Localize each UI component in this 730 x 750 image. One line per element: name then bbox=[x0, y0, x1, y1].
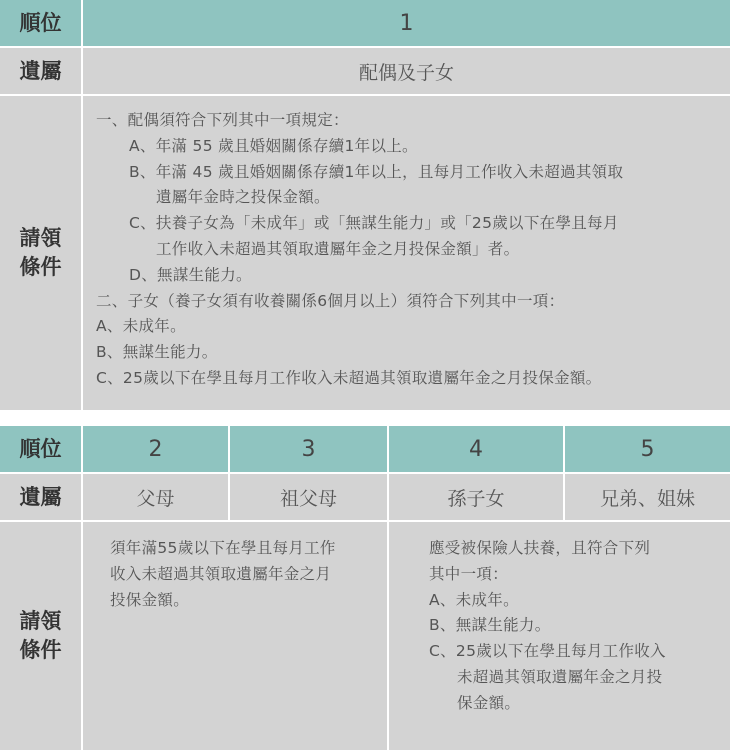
condition-line: 遺屬年金時之投保金額。 bbox=[156, 188, 330, 207]
rank-4: 4 bbox=[389, 426, 563, 472]
conditions-label-line2: 條件 bbox=[19, 255, 62, 279]
condition-line: C、扶養子女為「未成年」或「無謀生能力」或「25歲以下在學且每月 bbox=[129, 214, 619, 233]
rank-value: 1 bbox=[83, 0, 730, 46]
conditions-label-line1: 請領 bbox=[19, 226, 62, 250]
condition-line: D、無謀生能力。 bbox=[129, 265, 252, 284]
conditions-parents-grandparents bbox=[83, 522, 387, 750]
condition-line: A、年滿 55 歲且婚姻關係存續1年以上。 bbox=[129, 136, 418, 155]
condition-line: 收入未超過其領取遺屬年金之月 bbox=[110, 564, 332, 583]
condition-line: 應受被保險人扶養，且符合下列 bbox=[429, 539, 651, 557]
condition-line: 未超過其領取遺屬年金之月投 bbox=[457, 667, 663, 686]
condition-line: 保金額。 bbox=[457, 693, 521, 712]
rank-3: 3 bbox=[230, 426, 387, 472]
condition-line: 投保金額。 bbox=[110, 590, 190, 609]
condition-line: 二、子女（養子女須有收養關係6個月以上）須符合下列其中一項： bbox=[96, 291, 565, 310]
conditions-label bbox=[0, 522, 81, 750]
condition-line: C、25歲以下在學且每月工作收入未超過其領取遺屬年金之月投保金額。 bbox=[96, 368, 602, 387]
condition-line: 其中一項： bbox=[429, 564, 509, 583]
condition-line: 工作收入未超過其領取遺屬年金之月投保金額」者。 bbox=[156, 239, 520, 258]
conditions-text bbox=[83, 96, 730, 410]
conditions-label bbox=[0, 96, 81, 410]
condition-line: B、年滿 45 歲且婚姻關係存續1年以上，且每月工作收入未超過其領取 bbox=[129, 162, 624, 181]
condition-line: B、無謀生能力。 bbox=[429, 616, 551, 635]
condition-line: A、未成年。 bbox=[96, 317, 186, 336]
rank-label: 順位 bbox=[0, 426, 81, 472]
table-rank-2-5 bbox=[0, 426, 730, 750]
relation-grandparents: 祖父母 bbox=[230, 474, 387, 520]
relation-siblings: 兄弟、姐妹 bbox=[565, 474, 730, 520]
condition-line: A、未成年。 bbox=[429, 590, 519, 609]
conditions-grandchildren-siblings bbox=[389, 522, 730, 750]
relation-grandchildren: 孫子女 bbox=[389, 474, 563, 520]
conditions-label-line2: 條件 bbox=[19, 638, 62, 662]
relation-parents: 父母 bbox=[83, 474, 228, 520]
relation-value: 配偶及子女 bbox=[83, 48, 730, 94]
condition-line: C、25歲以下在學且每月工作收入 bbox=[429, 642, 666, 661]
rank-2: 2 bbox=[83, 426, 228, 472]
relation-label: 遺屬 bbox=[0, 48, 81, 94]
condition-line: 須年滿55歲以下在學且每月工作 bbox=[110, 539, 336, 557]
relation-label: 遺屬 bbox=[0, 474, 81, 520]
condition-line: 一、配偶須符合下列其中一項規定： bbox=[96, 111, 349, 129]
conditions-label-line1: 請領 bbox=[19, 609, 62, 633]
condition-line: B、無謀生能力。 bbox=[96, 343, 218, 362]
rank-5: 5 bbox=[565, 426, 730, 472]
rank-label: 順位 bbox=[0, 0, 81, 46]
